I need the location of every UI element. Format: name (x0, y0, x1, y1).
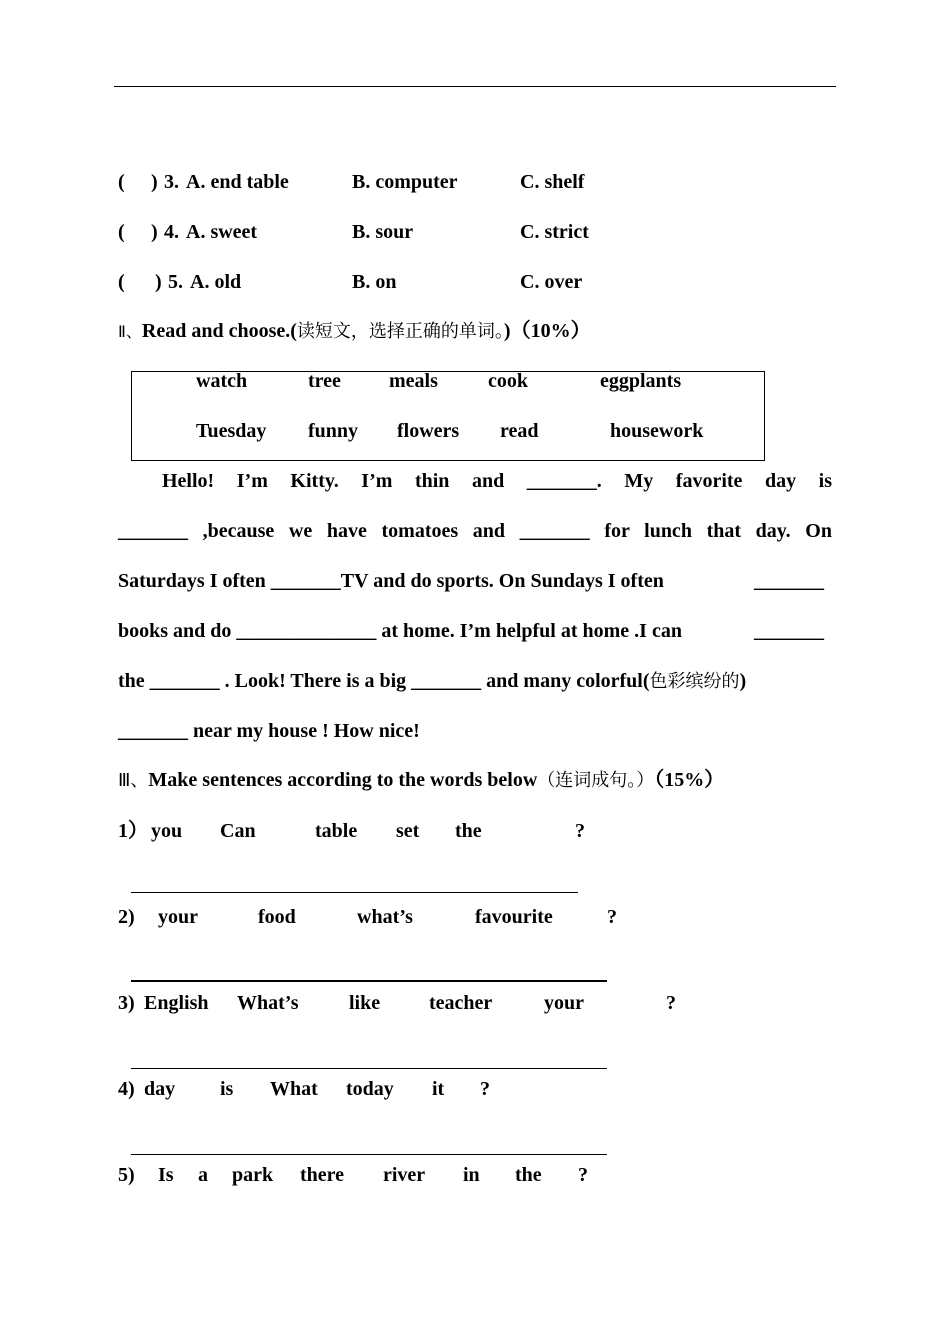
passage-line-5: the _______ . Look! There is a big _______ and many colorful(色彩缤纷的) (118, 670, 747, 692)
passage-line-6: _______ near my house ! How nice! (118, 720, 420, 742)
option-a: A. end table (186, 171, 289, 193)
word-bank-item: watch (196, 370, 248, 392)
sentence-word: is (220, 1078, 234, 1100)
answer-paren-close: ) (151, 171, 158, 193)
word-bank-item: housework (610, 420, 704, 442)
sentence-word: the (515, 1164, 542, 1186)
option-b: B. computer (352, 171, 458, 193)
sentence-number: 2) (118, 906, 135, 928)
sentence-number: 1） (118, 820, 148, 842)
answer-paren-close: ) (151, 221, 158, 243)
sentence-word: What (270, 1078, 318, 1100)
sentence-word: what’s (357, 906, 413, 928)
sentence-word: in (463, 1164, 480, 1186)
option-c: C. over (520, 271, 583, 293)
option-c: C. shelf (520, 171, 585, 193)
sentence-word: your (544, 992, 584, 1014)
word-bank-item: Tuesday (196, 420, 267, 442)
sentence-word: table (315, 820, 358, 842)
sentence-number: 5) (118, 1164, 135, 1186)
answer-line-1[interactable] (131, 892, 578, 893)
section-numeral: Ⅲ、 (118, 770, 149, 791)
option-b: B. sour (352, 221, 414, 243)
sentence-word: today (346, 1078, 394, 1100)
sentence-word: What’s (237, 992, 299, 1014)
sentence-word: you (151, 820, 183, 842)
question-number: 4. (164, 221, 179, 243)
question-number: 5. (168, 271, 183, 293)
answer-line-3[interactable] (131, 1068, 607, 1069)
sentence-word: ? (575, 820, 585, 842)
sentence-word: food (258, 906, 296, 928)
sentence-word: teacher (429, 992, 493, 1014)
sentence-word: Can (220, 820, 256, 842)
section-title-cn: （连词成句。） (537, 770, 655, 791)
answer-paren-open: ( (118, 221, 125, 243)
sentence-word: like (349, 992, 381, 1014)
section-3-heading (118, 768, 724, 793)
answer-paren-open: ( (118, 171, 125, 193)
sentence-word: Is (158, 1164, 174, 1186)
answer-paren-open: ( (118, 271, 125, 293)
section-title-en: Read and choose.( (141, 320, 297, 342)
passage-line-2: _______ ,because we have tomatoes and _______ for lunch that day. On (118, 520, 832, 542)
section-title-cn: 读短文，选择正确的单词。 (296, 321, 504, 342)
sentence-word: ? (666, 992, 676, 1014)
sentence-word: ? (578, 1164, 588, 1186)
option-a: A. old (190, 271, 242, 293)
passage-line-1: Hello! I’m Kitty. I’m thin and _______. My favorite day is (162, 470, 832, 492)
sentence-word: day (144, 1078, 176, 1100)
sentence-word: ? (607, 906, 617, 928)
sentence-word: it (432, 1078, 445, 1100)
answer-line-4[interactable] (131, 1154, 607, 1155)
section-numeral: Ⅱ、 (118, 322, 142, 341)
section-title-end: （15%） (654, 769, 725, 791)
section-2-heading (118, 319, 591, 344)
sentence-number: 3) (118, 992, 135, 1014)
sentence-word: your (158, 906, 198, 928)
sentence-word: there (300, 1164, 345, 1186)
sentence-word: English (144, 992, 209, 1014)
word-bank-item: cook (488, 370, 528, 392)
sentence-word: river (383, 1164, 426, 1186)
sentence-word: ? (480, 1078, 490, 1100)
option-a: A. sweet (186, 221, 258, 243)
sentence-word: favourite (475, 906, 553, 928)
header-rule (114, 86, 836, 87)
option-b: B. on (352, 271, 397, 293)
sentence-number: 4) (118, 1078, 135, 1100)
answer-line-2[interactable] (131, 980, 607, 982)
section-title-end: )（10%） (503, 320, 591, 342)
word-bank-item: read (500, 420, 539, 442)
sentence-word: park (232, 1164, 274, 1186)
word-bank-item: funny (308, 420, 359, 442)
word-bank-item: meals (389, 370, 438, 392)
sentence-word: set (396, 820, 420, 842)
sentence-word: the (455, 820, 482, 842)
sentence-word: a (198, 1164, 208, 1186)
answer-paren-close: ) (155, 271, 162, 293)
option-c: C. strict (520, 221, 589, 243)
section-title-en: Make sentences according to the words below (148, 769, 538, 791)
word-bank-item: tree (308, 370, 341, 392)
question-number: 3. (164, 171, 179, 193)
word-bank-item: flowers (397, 420, 460, 442)
word-bank-item: eggplants (600, 370, 682, 392)
